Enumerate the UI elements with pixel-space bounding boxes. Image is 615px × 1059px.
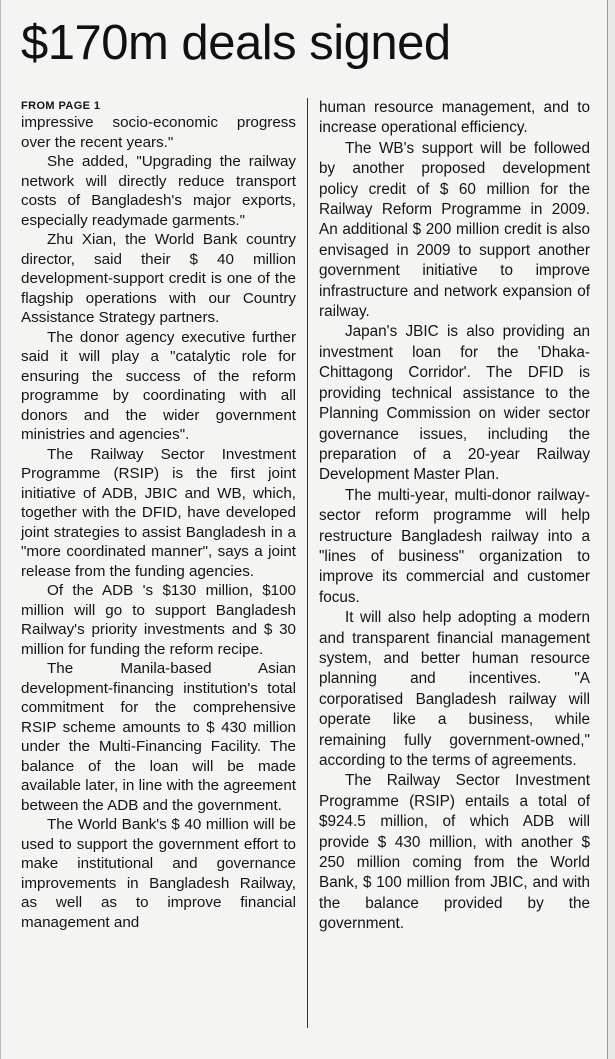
- paragraph: impressive socio-economic progress over the recent years.": [21, 114, 296, 151]
- paragraph: The World Bank's $ 40 million will be used to support the government effort to make institutional and governance improvements in Bangladesh Railway, as well as to improve financial management and: [21, 816, 296, 931]
- left-column: [21, 96, 296, 932]
- adjacent-page-edge: [607, 0, 615, 1059]
- paragraph: Zhu Xian, the World Bank country director, said their $ 40 million development-support credit is one of the flagship operations with our Country Assistance Strategy partners.: [21, 231, 296, 326]
- column-rule: [307, 98, 308, 1028]
- paragraph: The donor agency executive further said it will play a "catalytic role for ensuring the success of the reform programme by coordinating with all donors and the wider government ministries and agencies".: [21, 328, 296, 443]
- paragraph: The Railway Sector Investment Programme (RSIP) entails a total of $924.5 million, of which ADB will provide $ 430 million, with another $ 250 million coming from the World Bank, $ 100 million from JBIC, and with the balance provided by the government.: [319, 772, 590, 933]
- headline: $170m deals signed: [21, 16, 451, 70]
- paragraph: Of the ADB 's $130 million, $100 million will go to support Bangladesh Railway's priority investments and $ 30 million for funding the reform recipe.: [21, 582, 296, 658]
- paragraph: She added, "Upgrading the railway network will directly reduce transport costs of Bangladesh's major exports, especially readymade garments.": [21, 153, 296, 229]
- paragraph: It will also help adopting a modern and transparent financial management system, and better human resource planning and incentives. "A corporatised Bangladesh railway will operate like a business, while remaining fully government-owned," according to the terms of agreements.: [319, 609, 590, 769]
- paragraph: The WB's support will be followed by another proposed development policy credit of $ 60 million for the Railway Reform Programme in 2009. An additional $ 200 million credit is also envisaged in 2009 to support another government initiative to improve infrastructure and network expansion of railway.: [319, 139, 590, 321]
- paragraph: Japan's JBIC is also providing an investment loan for the 'Dhaka-Chittagong Corridor'. The DFID is providing technical assistance to the Planning Commission on wider sector governance issues, including the preparation of a 20-year Railway Development Master Plan.: [319, 323, 590, 484]
- jump-line: FROM PAGE 1: [21, 100, 101, 112]
- right-column: [319, 98, 590, 935]
- paragraph: The Railway Sector Investment Programme (RSIP) is the first joint initiative of ADB, JBIC and WB, which, together with the DFID, have developed joint strategies to assist Bangladesh in a "more coordinated manner", says a joint release from the funding agencies.: [21, 445, 296, 580]
- paragraph: human resource management, and to increase operational efficiency.: [319, 99, 590, 137]
- paragraph: The multi-year, multi-donor railway-sector reform programme will help restructure Bangladesh railway into a "lines of business" organization to improve its commercial and customer focus.: [319, 486, 590, 606]
- paragraph: The Manila-based Asian development-financing institution's total commitment for the comprehensive RSIP scheme amounts to $ 430 million under the Multi-Financing Facility. The balance of the loan will be made available later, in line with the agreement between the ADB and the government.: [21, 660, 296, 814]
